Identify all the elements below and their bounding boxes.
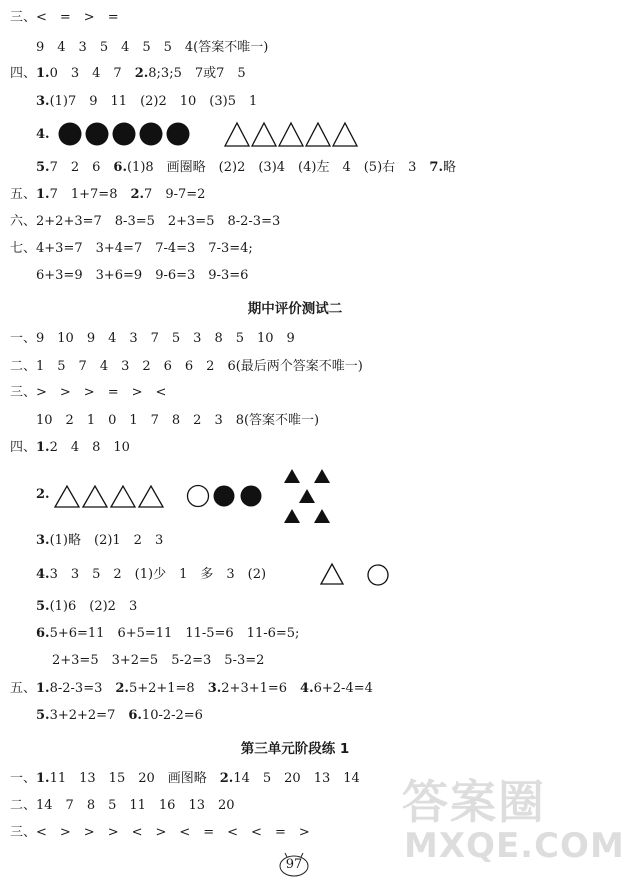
answer-text: 8-2-3=3 — [49, 681, 116, 696]
answer-line — [10, 186, 205, 204]
answer-line — [10, 770, 360, 788]
watermark-url-text: MXQE.COM — [404, 826, 625, 866]
answer-line — [10, 330, 295, 348]
answer-text: 2+3=5 3+2=5 5-2=3 5-3=2 — [52, 653, 265, 668]
page-number-text: 97 — [285, 857, 303, 872]
filled-triangle-icon — [284, 509, 300, 523]
question-number: 6. — [113, 160, 127, 175]
answer-text: 0 3 4 7 — [49, 66, 135, 81]
section-marker: 二、 — [10, 798, 37, 813]
answer-line — [36, 39, 268, 57]
answer-text: 2+2+3=7 8-3=5 2+3=5 8-2-3=3 — [36, 214, 281, 229]
outline-triangle-icon — [333, 123, 357, 146]
answer-line — [36, 159, 456, 177]
answer-text: (1)略 (2)1 2 3 — [49, 533, 164, 548]
answer-line — [36, 267, 248, 285]
answer-text: 3+2+2=7 — [49, 708, 129, 723]
question-number: 5. — [36, 708, 50, 723]
section-marker: 一、 — [10, 331, 37, 346]
answer-text: 8;3;5 7或7 5 — [148, 66, 246, 81]
outline-triangle-icon — [279, 123, 303, 146]
outline-triangle-icon — [139, 486, 163, 507]
section-title: 第三单元阶段练 1 — [240, 741, 350, 757]
answer-line — [10, 824, 310, 842]
watermark-logo-text: 答案圈 — [402, 775, 546, 829]
shapes-triangle-circle — [320, 562, 395, 588]
answer-line — [36, 625, 299, 643]
filled-circle-icon — [59, 123, 82, 146]
answer-line — [10, 358, 363, 376]
section-marker: 七、 — [10, 241, 37, 256]
answer-text: 11 13 15 20 画图略 — [49, 771, 220, 786]
question-number: 3. — [207, 681, 222, 696]
section-marker: 三、 — [10, 385, 37, 400]
answer-line — [10, 9, 119, 27]
answer-text: 10 2 1 0 1 7 8 2 3 8(答案不唯一) — [36, 413, 320, 428]
question-number: 2. — [134, 66, 149, 81]
section-marker: 一、 — [10, 771, 37, 786]
page-number — [278, 852, 310, 878]
answer-line — [10, 65, 246, 83]
answer-line — [10, 213, 280, 231]
answer-text: (1)6 (2)2 3 — [49, 599, 138, 614]
answer-text: 2 4 8 10 — [49, 440, 130, 455]
question-number: 4. — [36, 127, 50, 142]
filled-triangle-icon — [314, 469, 330, 483]
filled-circle-icon — [241, 486, 262, 507]
answer-line — [10, 680, 373, 698]
answer-text: (1)7 9 11 (2)2 10 (3)5 1 — [49, 94, 258, 109]
answer-line — [36, 93, 257, 111]
answer-line — [36, 412, 319, 430]
section-marker: 四、 — [10, 66, 37, 81]
outline-triangle-icon — [306, 123, 330, 146]
answer-text: 4+3=7 3+4=7 7-4=3 7-3=4; — [36, 241, 253, 256]
filled-circle-icon — [167, 123, 190, 146]
question-number: 4. — [36, 567, 50, 582]
section-marker: 三、 — [10, 10, 37, 25]
outline-circle-icon — [368, 565, 388, 585]
question-number: 7. — [429, 160, 443, 175]
outline-circle-icon — [188, 486, 209, 507]
question-number: 5. — [36, 160, 50, 175]
answer-text: 5+6=11 6+5=11 11-5=6 11-6=5; — [49, 626, 300, 641]
answer-line — [36, 566, 266, 584]
answer-text: < > > > < > < = < < = > — [36, 825, 310, 840]
question-number: 3. — [36, 533, 50, 548]
answer-line — [10, 240, 253, 258]
watermark — [392, 766, 625, 871]
answer-text: 14 7 8 5 11 16 13 20 — [36, 798, 235, 813]
outline-triangle-icon — [321, 564, 343, 584]
shapes-circles-triangles — [58, 120, 358, 150]
answer-text: 7 1+7=8 — [49, 187, 131, 202]
answer-line — [36, 707, 203, 725]
section-marker: 三、 — [10, 825, 37, 840]
question-number: 2. — [130, 187, 145, 202]
filled-circle-icon — [140, 123, 163, 146]
answer-text: 5+2+1=8 — [128, 681, 208, 696]
question-number: 3. — [36, 94, 50, 109]
question-number: 2. — [115, 681, 129, 696]
question-number: 6. — [128, 708, 142, 723]
answer-text: 7 2 6 — [49, 160, 114, 175]
filled-triangle-icon — [314, 509, 330, 523]
outline-triangle-icon — [225, 123, 249, 146]
section-marker: 四、 — [10, 440, 37, 455]
answer-line — [36, 126, 50, 144]
answer-text: 2+3+1=6 — [221, 681, 301, 696]
filled-circle-icon — [214, 486, 235, 507]
section-marker: 五、 — [10, 187, 37, 202]
outline-triangle-icon — [55, 486, 79, 507]
question-number: 2. — [36, 487, 50, 502]
outline-triangle-icon — [111, 486, 135, 507]
filled-triangle-icon — [284, 469, 300, 483]
answer-line — [10, 797, 235, 815]
answer-text: 14 5 20 13 14 — [233, 771, 360, 786]
filled-circle-icon — [86, 123, 109, 146]
question-number: 1. — [36, 440, 50, 455]
question-number: 1. — [36, 771, 50, 786]
answer-text: 10-2-2=6 — [141, 708, 203, 723]
answer-text: 9 4 3 5 4 5 5 4(答案不唯一) — [36, 40, 269, 55]
section-marker: 二、 — [10, 359, 37, 374]
answer-line — [36, 598, 137, 616]
section-title: 期中评价测试二 — [247, 301, 343, 317]
shapes-triangles-circles — [55, 465, 340, 527]
answer-line — [36, 532, 163, 550]
answer-line — [36, 486, 50, 504]
answer-text: > > > = > < — [36, 385, 167, 400]
filled-circle-icon — [113, 123, 136, 146]
question-number: 1. — [36, 681, 50, 696]
question-number: 1. — [36, 66, 50, 81]
answer-text: < = > = — [36, 10, 119, 25]
outline-triangle-icon — [252, 123, 276, 146]
answer-text: 6+2-4=4 — [313, 681, 373, 696]
answer-text: 3 3 5 2 (1)少 1 多 3 (2) — [49, 567, 267, 582]
question-number: 6. — [36, 626, 50, 641]
section-marker: 五、 — [10, 681, 37, 696]
answer-text: 略 — [443, 160, 457, 175]
answer-text: 1 5 7 4 3 2 6 6 2 6(最后两个答案不唯一) — [36, 359, 363, 374]
section-marker: 六、 — [10, 214, 37, 229]
question-number: 5. — [36, 599, 50, 614]
answer-text: 7 9-7=2 — [144, 187, 206, 202]
answer-line — [52, 652, 264, 670]
answer-line — [10, 439, 130, 457]
answer-text: (1)8 画圈略 (2)2 (3)4 (4)左 4 (5)右 3 — [126, 160, 430, 175]
outline-triangle-icon — [83, 486, 107, 507]
question-number: 1. — [36, 187, 50, 202]
question-number: 2. — [219, 771, 234, 786]
filled-triangle-icon — [299, 489, 315, 503]
answer-line — [10, 384, 166, 402]
answer-text: 6+3=9 3+6=9 9-6=3 9-3=6 — [36, 268, 249, 283]
answer-text: 9 10 9 4 3 7 5 3 8 5 10 9 — [36, 331, 295, 346]
question-number: 4. — [300, 681, 314, 696]
